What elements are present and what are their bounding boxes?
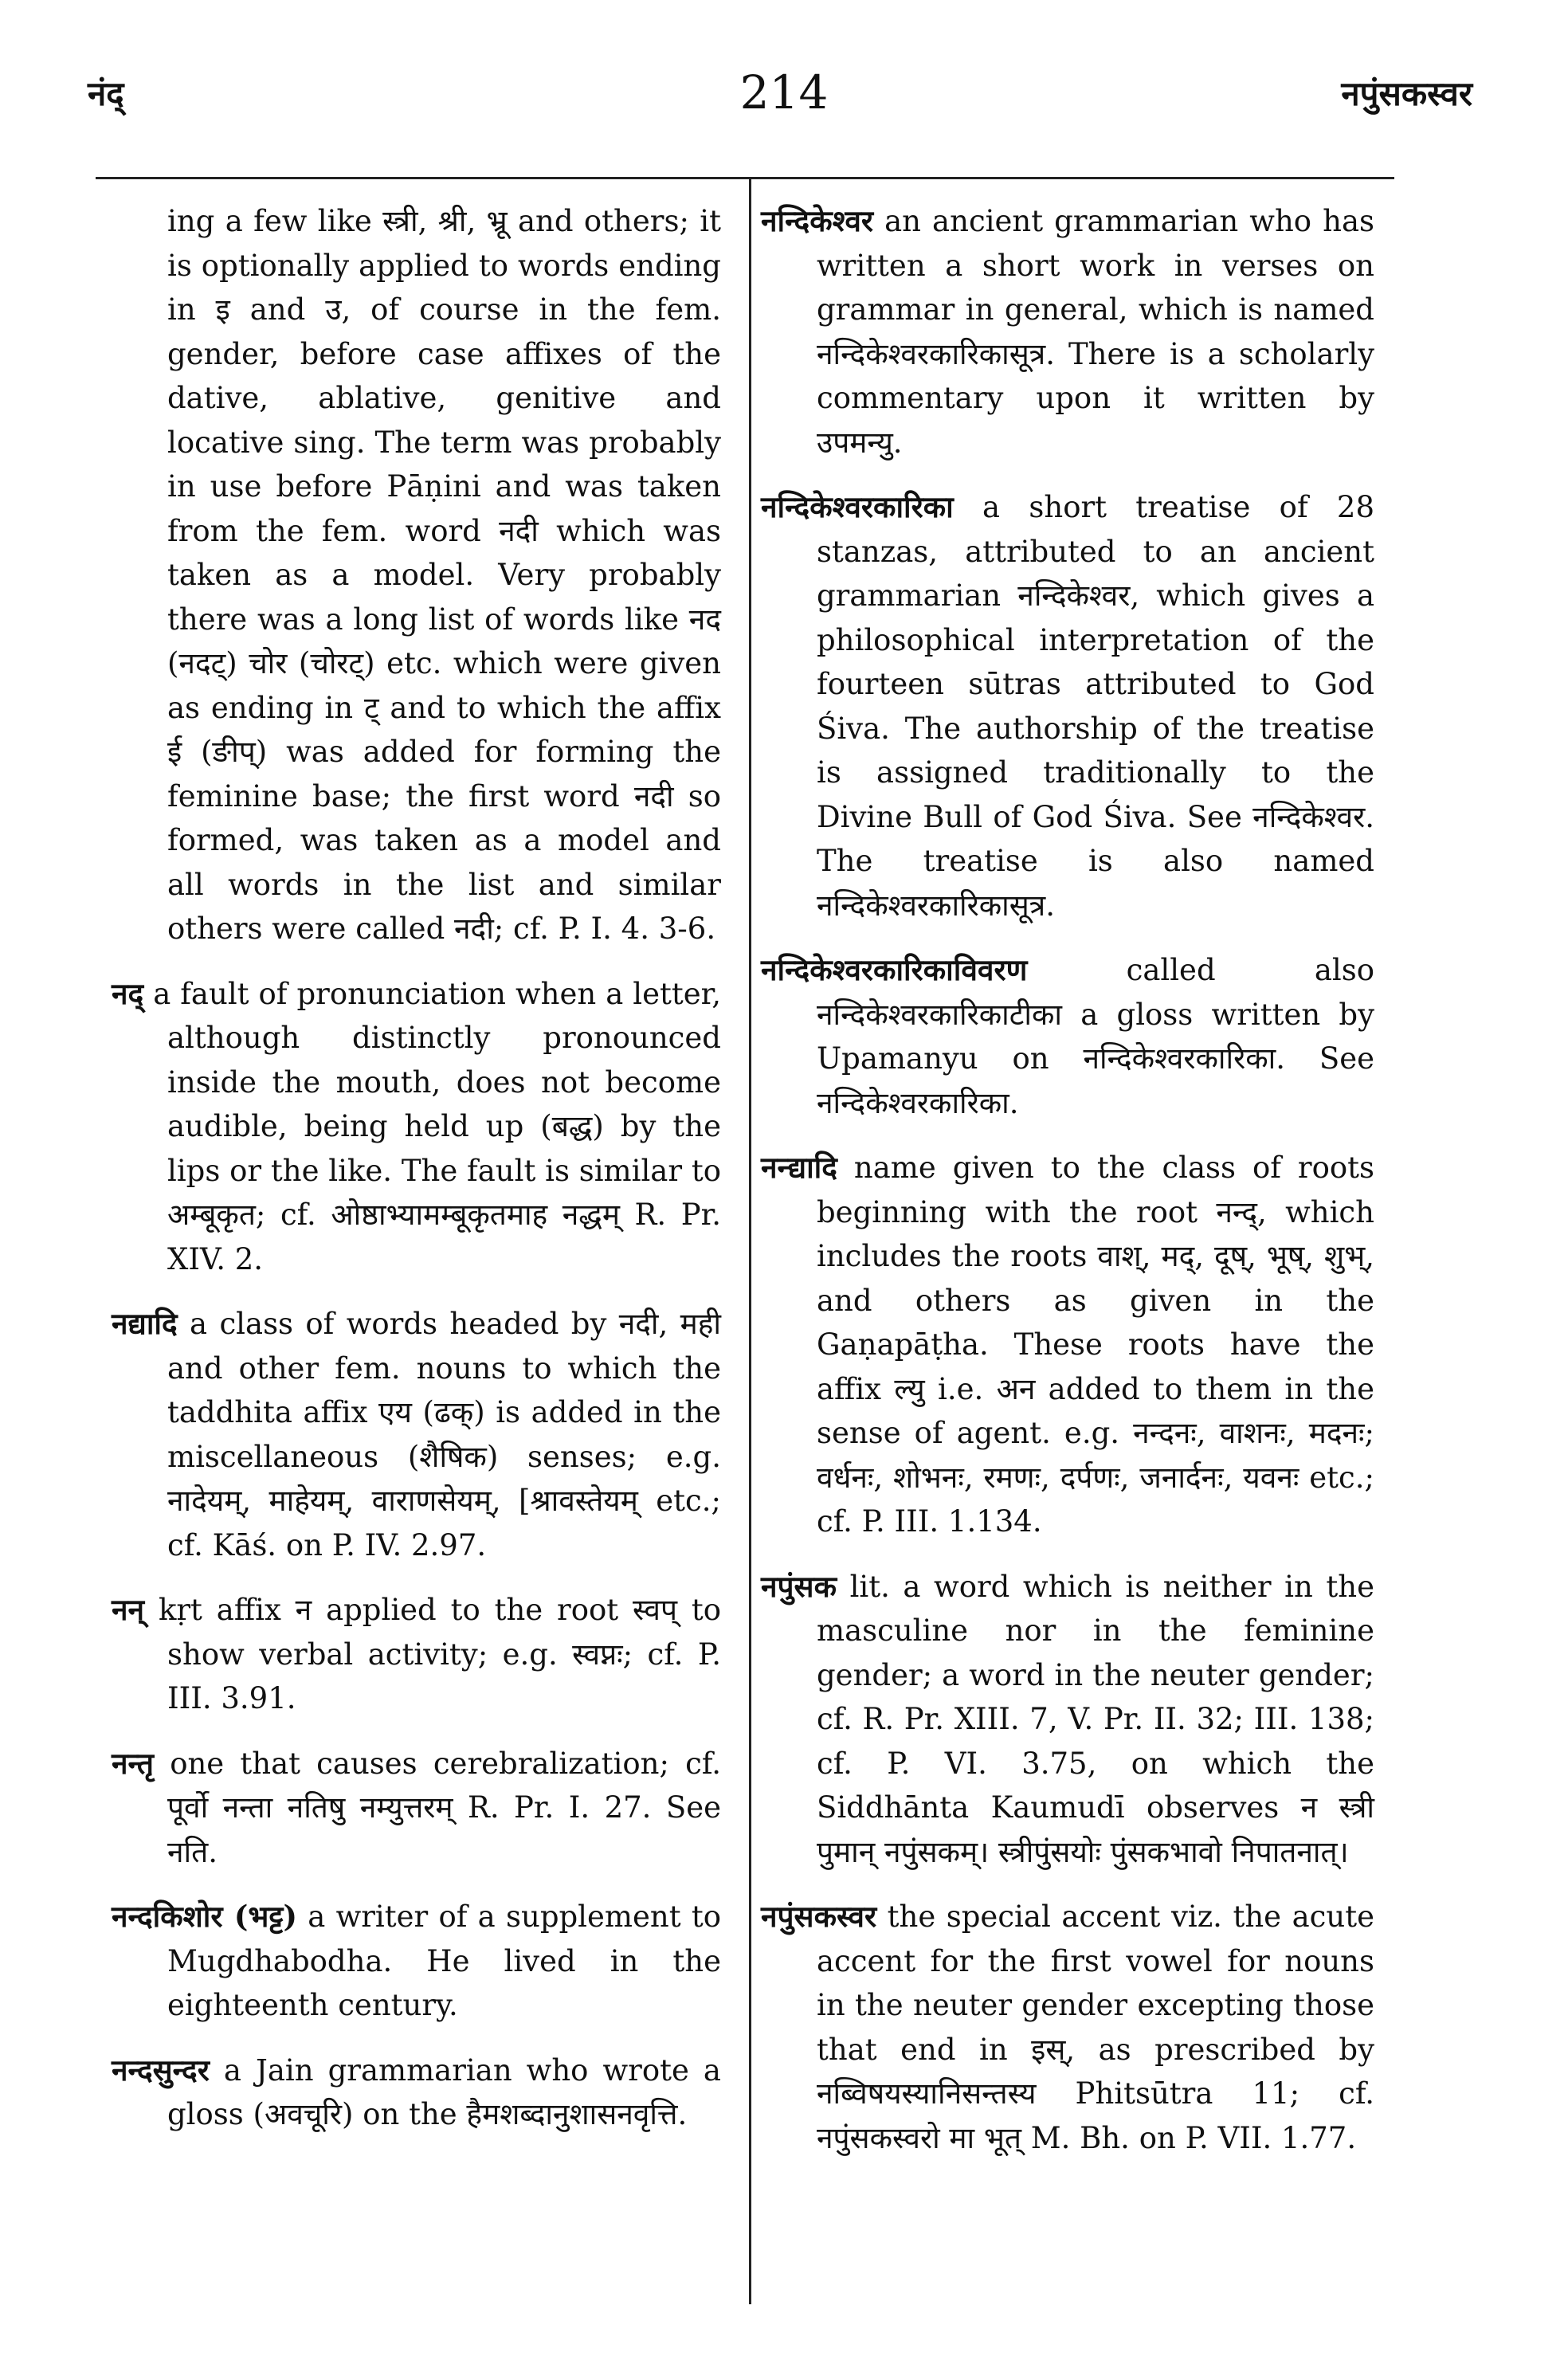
header-rule (96, 177, 1394, 179)
entry-text: a writer of a supplement to Mugdhabodha. He lived in the eighteenth century. (167, 1899, 721, 2022)
entry-headword: नन् (112, 1592, 145, 1627)
dictionary-entry (112, 1895, 721, 2028)
entry-text: an ancient grammarian who has written a short work in verses on grammar in general, which is named नन्दिकेश्वरकारिकासूत्र. There is a scholarly commentary upon it written by उपमन्यु. (817, 204, 1374, 460)
dictionary-entry (761, 1565, 1374, 1875)
entry-headword: नन्दकिशोर (भट्ट) (112, 1899, 297, 1934)
dictionary-entry (761, 1146, 1374, 1544)
dictionary-entry (761, 199, 1374, 465)
entry-headword: नद् (112, 975, 144, 1011)
header-left-guide-word: नंद् (88, 74, 124, 113)
dictionary-entry (761, 485, 1374, 927)
entry-headword: नपुंसकस्वर (761, 1899, 877, 1934)
entry-headword: नद्यादि (112, 1306, 178, 1341)
entry-text: a class of words headed by नदी, मही and other fem. nouns to which the taddhita affix एय (ढक्) is added in the miscellaneous (शैषिक) senses; e.g. नादेयम्, माहेयम्, वाराणसेयम्, [श्रावस्तेयम् etc.; cf. Kāś. on P. IV. 2.97. (167, 1307, 721, 1562)
entry-text: one that causes cerebralization; cf. पूर्वो नन्ता नतिषु नम्युत्तरम् R. Pr. I. 27. See नति. (167, 1746, 721, 1869)
entry-headword: नन्द्यादि (761, 1150, 837, 1185)
dictionary-entry (112, 1588, 721, 1721)
entry-headword: नन्दिकेश्वरकारिकाविवरण (761, 952, 1028, 987)
right-column (761, 199, 1374, 2181)
dictionary-entry (112, 1742, 721, 1875)
dictionary-entry (761, 1895, 1374, 2160)
dictionary-entry (112, 199, 721, 951)
entry-text: ing a few like स्त्री, श्री, भ्रू and others; it is optionally applied to words ending in इ and उ, of course in the fem. gender, before case affixes of the dative, ablative, genitive and locative sing. The term was probably in use before Pāṇini and was taken from the fem. word नदी which was taken as a model. Very probably there was a long list of words like नद (नदट्) चोर (चोरट्) etc. which were given as ending in ट् and to which the affix ई (ङीप्) was added for forming the feminine base; the first word नदी so formed, was taken as a model and all words in the list and similar others were called नदी; cf. P. I. 4. 3-6. (167, 204, 721, 946)
dictionary-entry (761, 948, 1374, 1125)
header-right-guide-word: नपुंसकस्वर (1341, 74, 1472, 113)
entry-text: the special accent viz. the acute accent for the first vowel for nouns in the neuter gender excepting those that end in इस्, as prescribed by नब्विषयस्यानिसन्तस्य Phitsūtra 11; cf. नपुंसकस्वरो मा भूत् M. Bh. on P. VII. 1.77. (817, 1899, 1374, 2155)
entry-text: called also नन्दिकेश्वरकारिकाटीका a gloss written by Upamanyu on नन्दिकेश्वरकारिका. See नन्दिकेश्वरकारिका. (817, 953, 1374, 1120)
column-divider (749, 177, 751, 2304)
entry-text: a Jain grammarian who wrote a gloss (अवचूरि) on the हैमशब्दानुशासनवृत्ति. (167, 2052, 721, 2131)
entry-text: name given to the class of roots beginning with the root नन्द्, which includes the roots वाश्, मद्, दूष्, भूष्, शुभ्, and others as given in the Gaṇapāṭha. These roots have the affix ल्यु i.e. अन added to them in the sense of agent. e.g. नन्दनः, वाशनः, मदनः; वर्धनः, शोभनः, रमणः, दर्पणः, जनार्दनः, यवनः etc.; cf. P. III. 1.134. (817, 1151, 1375, 1539)
entry-headword: नन्दसुन्दर (112, 2052, 210, 2088)
entry-text: a short treatise of 28 stanzas, attributed to an ancient grammarian नन्दिकेश्वर, which gives a philosophical interpretation of the fourteen sūtras attributed to God Śiva. The authorship of the treatise is assigned traditionally to the Divine Bull of God Śiva. See नन्दिकेश्वर. The treatise is also named नन्दिकेश्वरकारिकासूत्र. (817, 490, 1374, 923)
dictionary-entry (112, 972, 721, 1282)
entry-text: kṛt affix न applied to the root स्वप् to show verbal activity; e.g. स्वप्नः; cf. P. III. 3.91. (158, 1593, 721, 1715)
entry-text: a fault of pronunciation when a letter, although distinctly pronounced inside the mouth, does not become audible, being held up (बद्ध) by the lips or the like. The fault is similar to अम्बूकृत; cf. ओष्ठाभ्यामम्बूकृतमाह नद्धम् R. Pr. XIV. 2. (153, 976, 721, 1276)
entry-headword: नन्तृ (112, 1745, 155, 1781)
entry-text: lit. a word which is neither in the masculine nor in the feminine gender; a word in the neuter gender; cf. R. Pr. XIII. 7, V. Pr. II. 32; III. 138; cf. P. VI. 3.75, on which the Siddhānta Kaumudī observes न स्त्री पुमान् नपुंसकम्। स्त्रीपुंसयोः पुंसकभावो निपातनात्। (817, 1569, 1375, 1869)
page-number: 214 (739, 65, 829, 120)
entry-headword: नन्दिकेश्वर (761, 203, 874, 238)
dictionary-entry (112, 2048, 721, 2137)
dictionary-entry (112, 1302, 721, 1567)
entry-headword: नपुंसक (761, 1568, 837, 1604)
entry-headword: नन्दिकेश्वरकारिका (761, 489, 954, 524)
left-column (112, 199, 721, 2158)
